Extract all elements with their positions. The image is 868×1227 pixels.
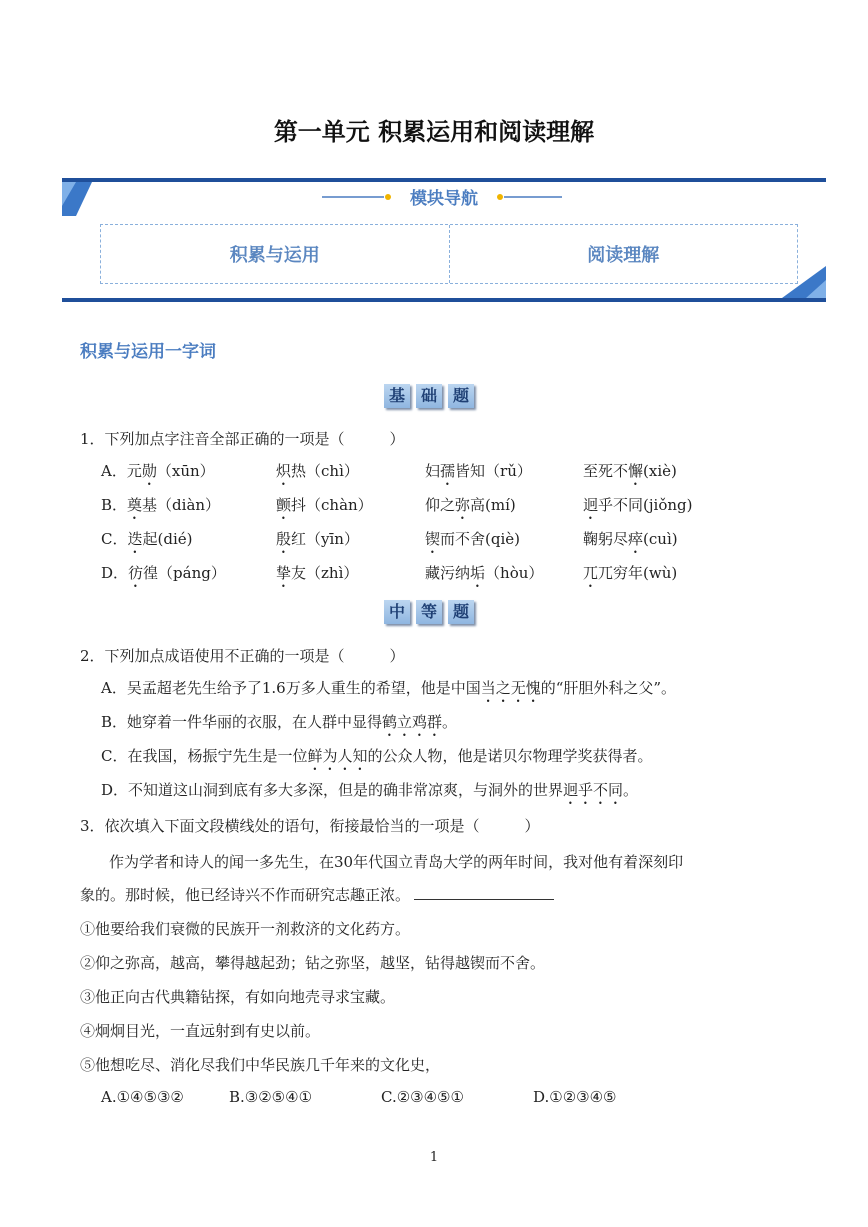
q2-stem: 2．下列加点成语使用不正确的一项是（ ） — [80, 647, 405, 665]
badge-char: 题 — [448, 600, 474, 624]
nav-heading: 模块导航 — [410, 189, 478, 209]
q3-item: ⑤他想吃尽、消化尽我们中华民族几千年来的文化史， — [80, 1056, 441, 1074]
q1-option: B．奠基（diàn） — [101, 496, 221, 514]
q1-stem: 1．下列加点字注音全部正确的一项是（ ） — [80, 430, 405, 448]
q2-option-d: D．不知道这山洞到底有多大多深，但是的确非常凉爽，与洞外的世界迥乎不同。 — [101, 781, 639, 799]
module-nav — [62, 176, 826, 304]
section-title: 积累与运用一字词 — [80, 342, 216, 362]
q1-option: 仰之弥高(mí) — [425, 496, 516, 514]
q1-option: 颤抖（chàn） — [276, 496, 373, 514]
q1-option: C．迭起(dié) — [101, 530, 193, 548]
q1-option: 鞠躬尽瘁(cuì) — [583, 530, 678, 548]
q1-option: 至死不懈(xiè) — [583, 462, 677, 480]
q1-option: A．元勋（xūn） — [101, 462, 215, 480]
q3-passage-text: 象的。那时候，他已经诗兴不作而研究志趣正浓。 — [80, 886, 411, 904]
q3-item: ②仰之弥高，越高，攀得越起劲；钻之弥坚，越坚，钻得越锲而不舍。 — [80, 954, 546, 972]
q1-option: 殷红（yīn） — [276, 530, 359, 548]
q1-option: 炽热（chì） — [276, 462, 359, 480]
q3-choice: A.①④⑤③② — [101, 1088, 184, 1106]
q1-option: 迥乎不同(jiǒng) — [583, 496, 693, 514]
q2-option-a: A．吴孟超老先生给予了1.6万多人重生的希望，他是中国当之无愧的“肝胆外科之父”。 — [101, 679, 677, 697]
badge-char: 础 — [416, 384, 442, 408]
q3-choice: B.③②⑤④① — [229, 1088, 313, 1106]
q3-passage-line1: 作为学者和诗人的闻一多先生，在30年代国立青岛大学的两年时间，我对他有着深刻印 — [109, 853, 684, 871]
page-title: 第一单元 积累运用和阅读理解 — [273, 118, 595, 146]
badge-medium — [384, 600, 474, 624]
q3-item: ④炯炯目光，一直远射到有史以前。 — [80, 1022, 321, 1040]
badge-char: 等 — [416, 600, 442, 624]
q3-item: ①他要给我们衰微的民族开一剂救济的文化药方。 — [80, 920, 411, 938]
q1-option: 挚友（zhì） — [276, 564, 359, 582]
q3-item: ③他正向古代典籍钻探，有如向地壳寻求宝藏。 — [80, 988, 396, 1006]
q3-choice: D.①②③④⑤ — [533, 1088, 617, 1106]
q1-option: 兀兀穷年(wù) — [583, 564, 678, 582]
q3-blank — [414, 885, 554, 900]
nav-item-accumulation[interactable]: 积累与运用 — [229, 245, 320, 266]
badge-char: 中 — [384, 600, 410, 624]
nav-item-reading[interactable]: 阅读理解 — [449, 225, 798, 283]
badge-char: 题 — [448, 384, 474, 408]
q1-option: D．彷徨（páng） — [101, 564, 226, 582]
badge-basic — [384, 384, 474, 408]
q1-option: 藏污纳垢（hòu） — [425, 564, 544, 582]
page-number: 1 — [429, 1150, 439, 1165]
q3-choice: C.②③④⑤① — [381, 1088, 464, 1106]
q1-option: 锲而不舍(qiè) — [425, 530, 520, 548]
q2-option-b: B．她穿着一件华丽的衣服，在人群中显得鹤立鸡群。 — [101, 713, 458, 731]
q2-option-c: C．在我国，杨振宁先生是一位鲜为人知的公众人物，他是诺贝尔物理学奖获得者。 — [101, 747, 653, 765]
nav-items — [100, 224, 798, 284]
q3-passage-line2 — [80, 884, 554, 905]
badge-char: 基 — [384, 384, 410, 408]
q3-stem: 3．依次填入下面文段横线处的语句，衔接最恰当的一项是（ ） — [80, 817, 540, 835]
q1-option: 妇孺皆知（rǔ） — [425, 462, 532, 480]
